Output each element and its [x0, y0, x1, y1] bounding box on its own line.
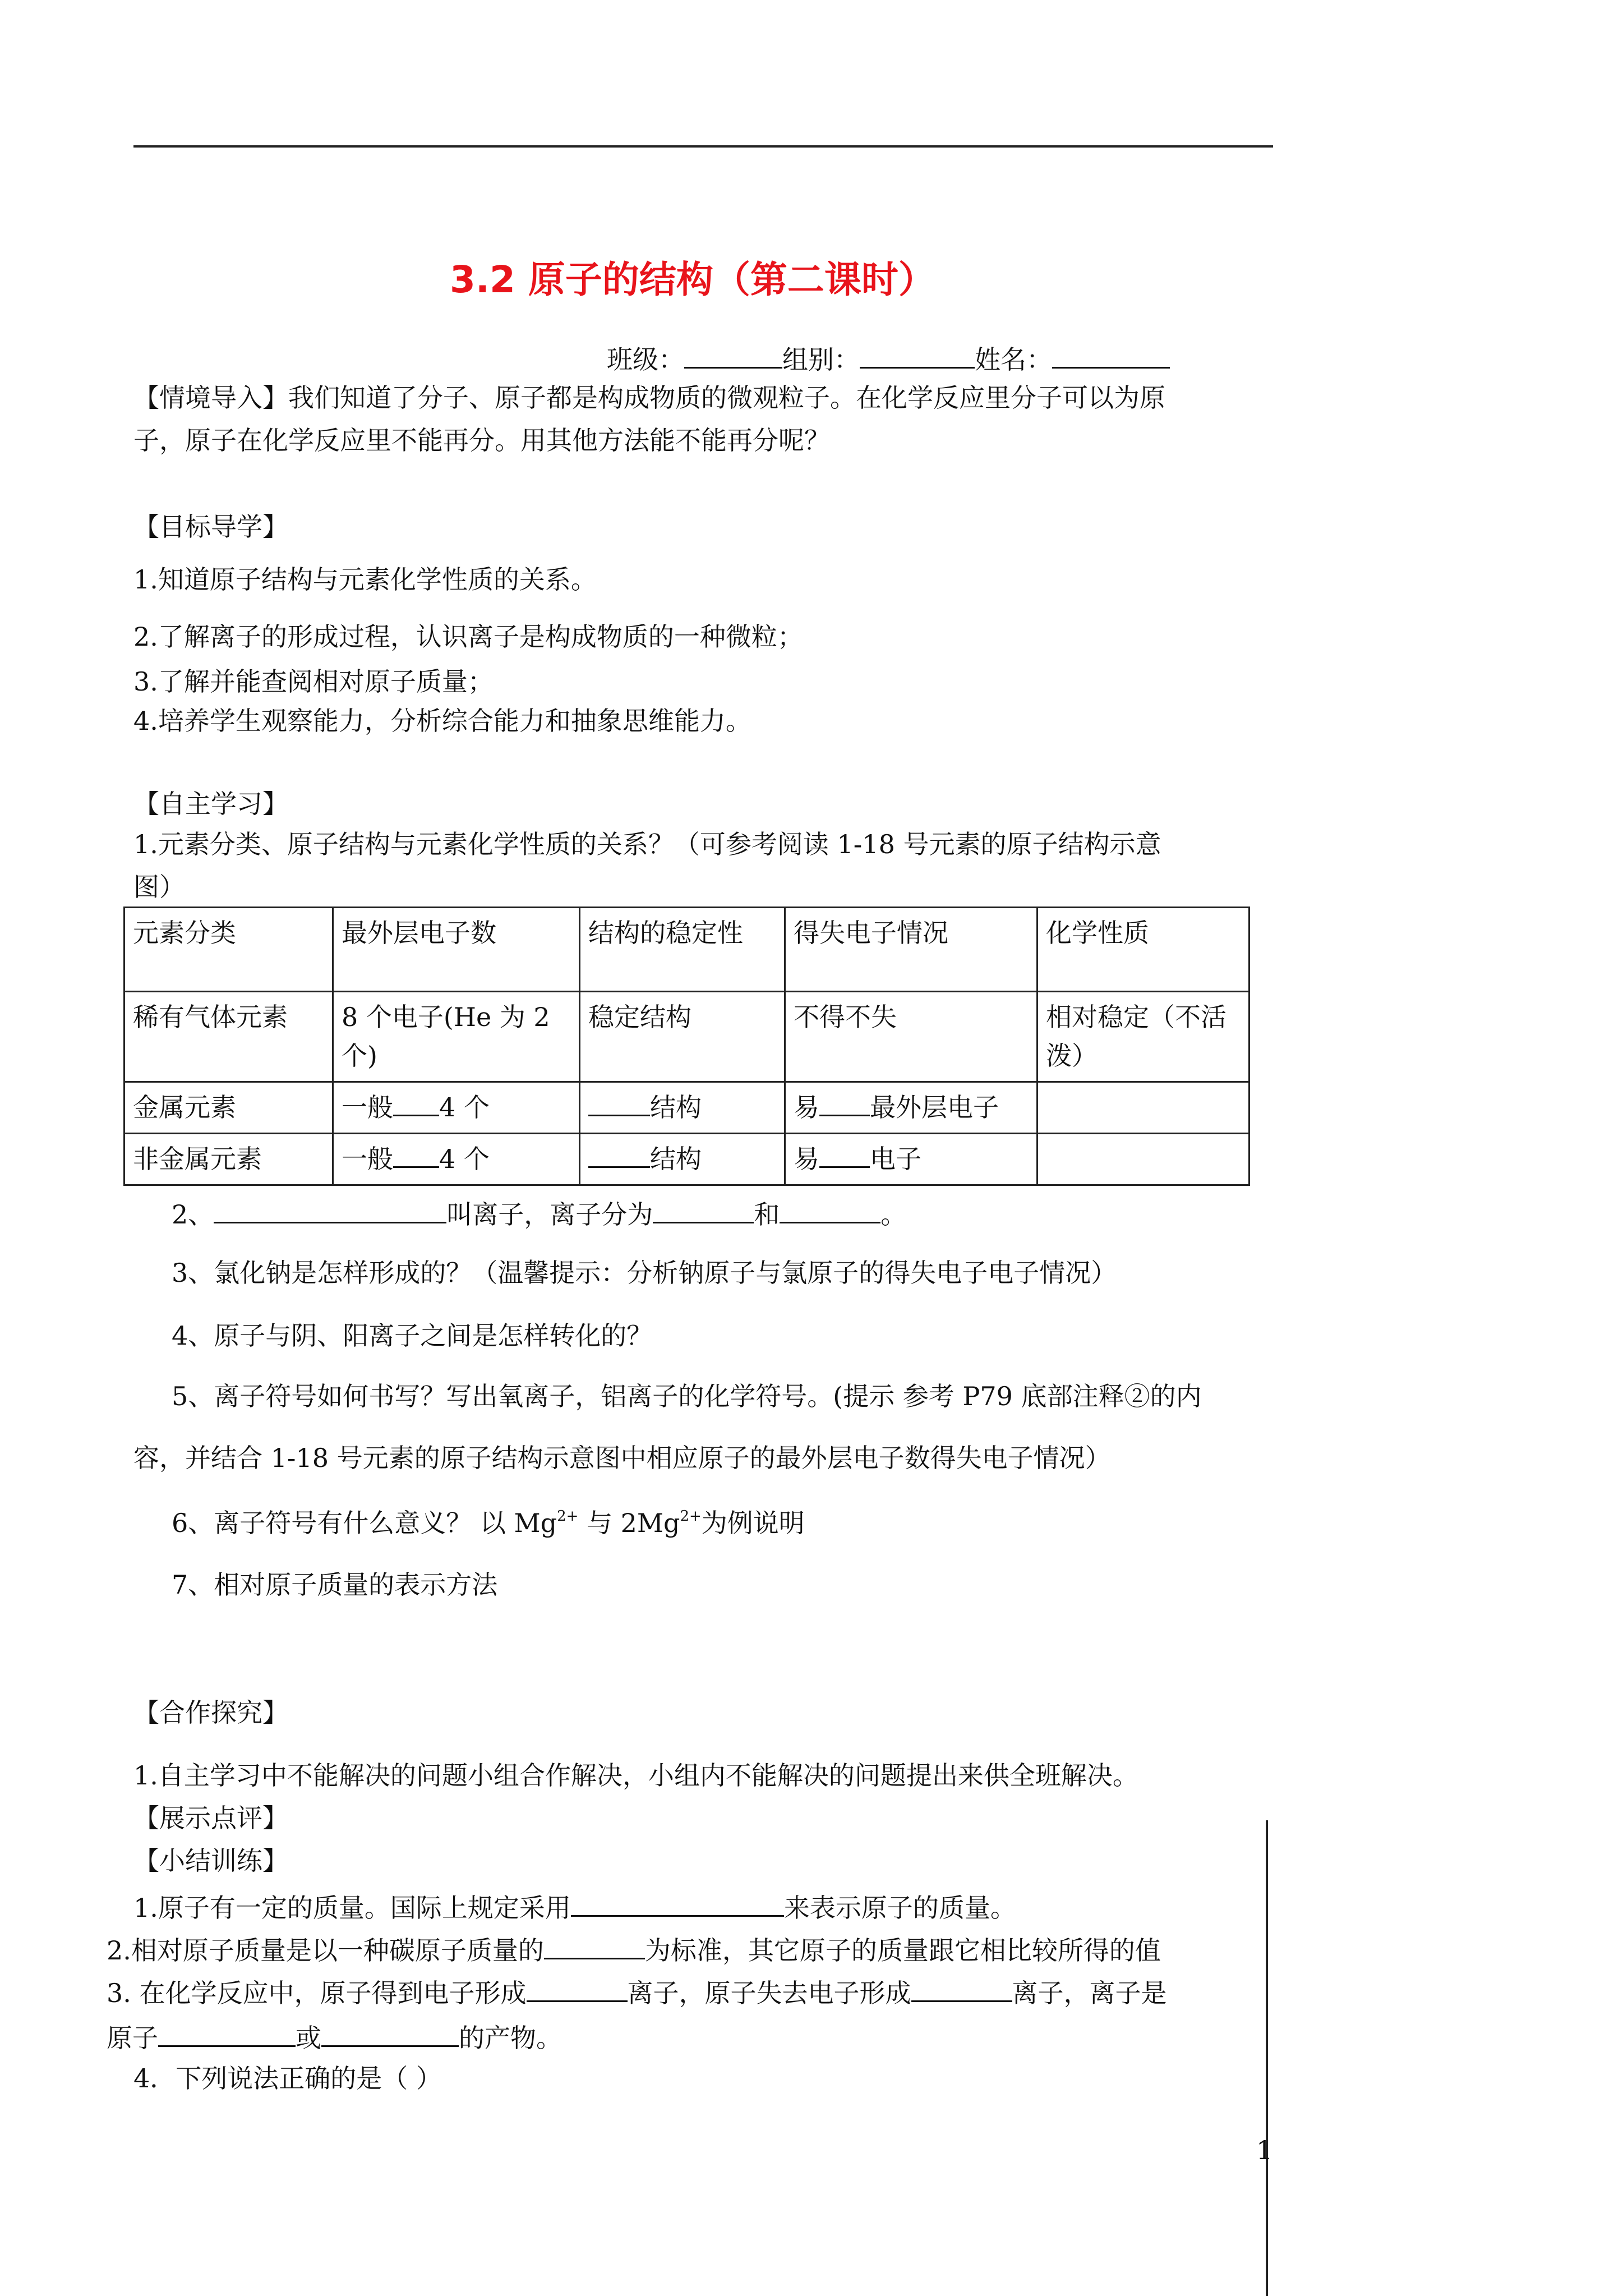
self-study-q5-line1: 5、离子符号如何书写？写出氧离子，铝离子的化学符号。(提示 参考 P79 底部注释②的内 [172, 1381, 1202, 1411]
summary-q3-line1 [107, 1977, 1167, 2006]
self-study-q4: 4、原子与阴、阳离子之间是怎样转化的？ [172, 1320, 653, 1351]
self-study-q5-line2: 容，并结合 1-18 号元素的原子结构示意图中相应原子的最外层电子数得失电子情况） [133, 1443, 1111, 1473]
q6-superscript: 2+ [557, 1508, 579, 1525]
self-study-heading: 【自主学习】 [133, 789, 288, 819]
q2-prefix: 2、 [172, 1199, 214, 1230]
sq3-text: 或 [296, 2023, 321, 2053]
q2-text: 。 [880, 1199, 907, 1230]
table-cell: 稳定结构 [580, 992, 785, 1082]
table-cell [1038, 1134, 1249, 1185]
page-number: 1 [1256, 2135, 1273, 2165]
header-cell: 结构的稳定性 [580, 908, 785, 992]
sq1-blank [571, 1892, 784, 1917]
q2-blank [653, 1198, 754, 1223]
cell-text: 易 [794, 1092, 819, 1122]
group-label: 组别： [782, 344, 860, 375]
cell-text: 一般 [342, 1092, 393, 1122]
cell-blank [588, 1143, 650, 1168]
q6-superscript: 2+ [680, 1508, 702, 1525]
cell-text: 结构 [650, 1092, 702, 1122]
self-study-q3: 3、氯化钠是怎样形成的？（温馨提示：分析钠原子与氯原子的得失电子电子情况） [172, 1258, 1117, 1288]
goals-heading: 【目标导学】 [133, 512, 288, 542]
sq3-blank [321, 2022, 459, 2047]
summary-heading: 【小结训练】 [133, 1846, 288, 1876]
header-cell: 化学性质 [1038, 908, 1249, 992]
self-study-q6 [172, 1509, 805, 1536]
header-cell: 最外层电子数 [333, 908, 580, 992]
goal-item: 2.了解离子的形成过程，认识离子是构成物质的一种微粒； [133, 622, 803, 652]
sq3-text: 3. 在化学反应中，原子得到电子形成 [107, 1978, 527, 2008]
table-cell [785, 1082, 1038, 1134]
sq3-text: 离子，离子是 [1012, 1978, 1167, 2008]
table-cell: 金属元素 [125, 1082, 333, 1134]
summary-q2 [107, 1934, 1161, 1966]
summary-q4: 4．下列说法正确的是（ ） [133, 2063, 442, 2093]
goal-item: 4.培养学生观察能力，分析综合能力和抽象思维能力。 [133, 706, 751, 736]
class-label: 班级： [607, 344, 684, 375]
goal-item: 1.知道原子结构与元素化学性质的关系。 [133, 564, 597, 595]
cell-blank [819, 1143, 870, 1168]
intro-line-2: 子，原子在化学反应里不能再分。用其他方法能不能再分呢？ [133, 425, 830, 455]
sq2-text: 2.相对原子质量是以一种碳原子质量的 [107, 1935, 544, 1966]
cell-text: 4 个 [439, 1092, 490, 1122]
sq1-text: 1.原子有一定的质量。国际上规定采用 [133, 1893, 571, 1923]
cell-text: 最外层电子 [870, 1092, 999, 1122]
class-line [607, 343, 1170, 375]
cooperate-item: 1.自主学习中不能解决的问题小组合作解决，小组内不能解决的问题提出来供全班解决。 [133, 1760, 1138, 1791]
table-cell: 稀有气体元素 [125, 992, 333, 1082]
summary-q1 [133, 1892, 1016, 1921]
element-table [123, 907, 1250, 1186]
cell-text: 一般 [342, 1144, 393, 1174]
table-cell [580, 1134, 785, 1185]
cell-blank [588, 1091, 650, 1116]
margin-rule [1266, 1820, 1268, 2296]
table-cell: 8 个电子(He 为 2 个) [333, 992, 580, 1082]
summary-q3-line2 [107, 2022, 562, 2051]
self-study-q1-line1: 1.元素分类、原子结构与元素化学性质的关系？（可参考阅读 1-18 号元素的原子结构示意 [133, 829, 1161, 859]
name-blank [1052, 343, 1170, 369]
sq2-blank [544, 1934, 645, 1959]
sq3-text: 的产物。 [459, 2023, 562, 2053]
cooperate-heading: 【合作探究】 [133, 1697, 288, 1728]
page-title: 3.2 原子的结构（第二课时） [450, 258, 935, 301]
table-row [125, 992, 1249, 1082]
q6-text: 与 2Mg [578, 1508, 680, 1538]
sq3-blank [911, 1977, 1012, 2002]
table-cell [785, 1134, 1038, 1185]
name-label: 姓名： [975, 344, 1052, 375]
table-cell: 非金属元素 [125, 1134, 333, 1185]
q6-text: 为例说明 [701, 1508, 805, 1538]
sq3-text: 离子，原子失去电子形成 [627, 1978, 911, 2008]
q2-blank [780, 1198, 880, 1223]
table-cell: 相对稳定（不活泼） [1038, 992, 1249, 1082]
display-heading: 【展示点评】 [133, 1803, 288, 1833]
self-study-q1-line2: 图） [133, 872, 185, 902]
q2-text: 和 [754, 1199, 780, 1230]
header-cell: 元素分类 [125, 908, 333, 992]
sq3-text: 原子 [107, 2023, 158, 2053]
cell-blank [819, 1091, 870, 1116]
q6-text: 6、离子符号有什么意义？ 以 Mg [172, 1508, 557, 1538]
intro-line-1: 【情境导入】我们知道了分子、原子都是构成物质的微观粒子。在化学反应里分子可以为原 [133, 383, 1165, 413]
self-study-q7: 7、相对原子质量的表示方法 [172, 1570, 498, 1600]
self-study-q2 [172, 1198, 907, 1230]
q2-text: 叫离子，离子分为 [446, 1199, 653, 1230]
table-cell [580, 1082, 785, 1134]
sq3-blank [158, 2022, 296, 2047]
table-header-row [125, 908, 1249, 992]
table-cell: 不得不失 [785, 992, 1038, 1082]
cell-blank [393, 1091, 439, 1116]
header-rule [133, 145, 1273, 148]
q2-blank [214, 1198, 446, 1223]
table-cell [1038, 1082, 1249, 1134]
group-blank [860, 343, 975, 369]
table-cell [333, 1082, 580, 1134]
cell-blank [393, 1143, 439, 1168]
cell-text: 4 个 [439, 1144, 490, 1174]
cell-text: 电子 [870, 1144, 921, 1174]
cell-text: 易 [794, 1144, 819, 1174]
header-cell: 得失电子情况 [785, 908, 1038, 992]
sq3-blank [527, 1977, 628, 2002]
goal-item: 3.了解并能查阅相对原子质量； [133, 666, 494, 697]
cell-text: 结构 [650, 1144, 702, 1174]
sq1-text: 来表示原子的质量。 [783, 1893, 1016, 1923]
sq2-text: 为标准，其它原子的质量跟它相比较所得的值 [644, 1935, 1161, 1966]
class-blank [684, 343, 782, 369]
table-row [125, 1082, 1249, 1134]
table-row [125, 1134, 1249, 1185]
table-cell [333, 1134, 580, 1185]
